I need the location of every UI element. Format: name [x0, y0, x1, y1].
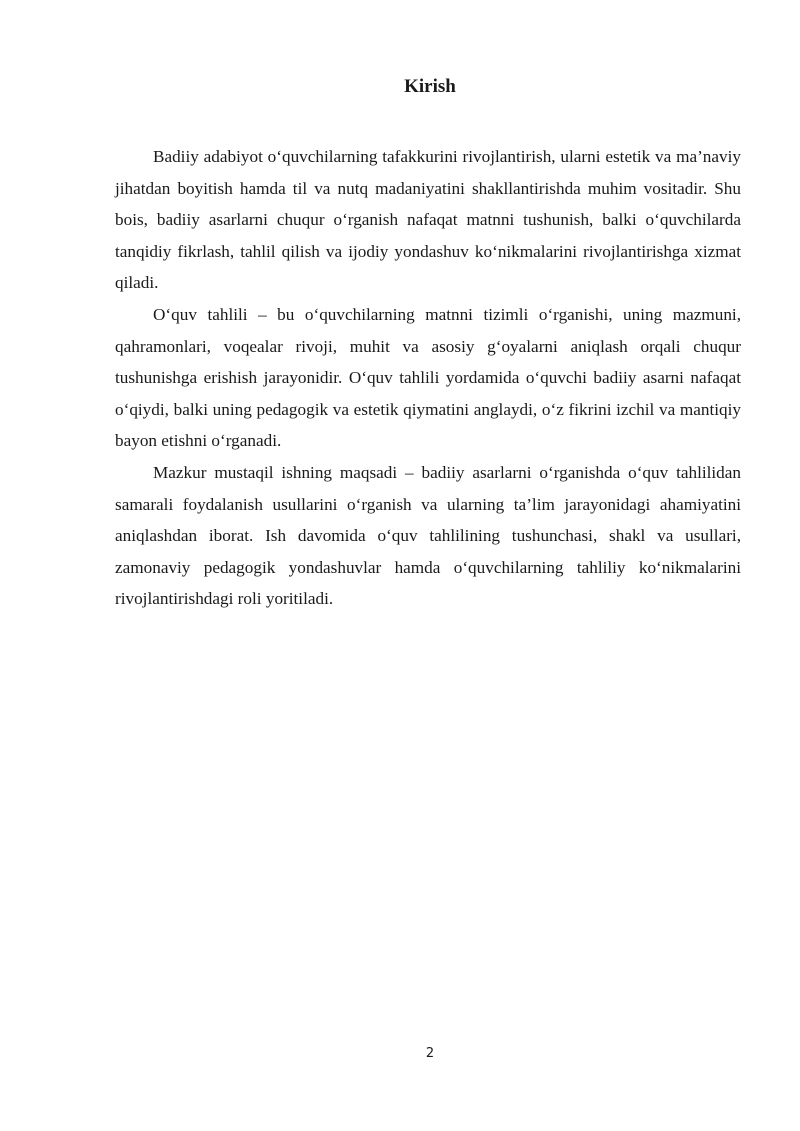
section-title: Kirish — [404, 76, 456, 97]
paragraph-3: Mazkur mustaqil ishning maqsadi – badiiy asarlarni o‘rganishda o‘quv tahlilidan samarali foydalanish usullarini o‘rganish va ularning ta’lim jarayonidagi ahamiyatini aniqlashdan iborat. Ish davomida o‘quv tahlilining tushunchasi, shakl va usullari, zamonaviy pedagogik yondashuvlar hamda o‘quvchilarning tahliliy ko‘nikmalarini rivojlantirishdagi roli yoritiladi. — [115, 462, 741, 609]
page-number: 2 — [425, 1046, 435, 1061]
paragraph-1: Badiiy adabiyot o‘quvchilarning tafakkurini rivojlantirish, ularni estetik va ma’naviy jihatdan boyitish hamda til va nutq madaniyatini shakllantirishda muhim vositadir. Shu bois, badiiy asarlarni chuqur o‘rganish nafaqat matnni tushunish, balki o‘quvchilarda tanqidiy fikrlash, tahlil qilish va ijodiy yondashuv ko‘nikmalarini rivojlantirishga xizmat qiladi. — [115, 147, 741, 293]
body-text — [115, 141, 741, 615]
paragraph-2: O‘quv tahlili – bu o‘quvchilarning matnni tizimli o‘rganishi, uning mazmuni, qahramonlari, voqealar rivoji, muhit va asosiy g‘oyalarni aniqlash orqali chuqur tushunishga erishish jarayonidir. O‘quv tahlili yordamida o‘quvchi badiiy asarni nafaqat o‘qiydi, balki uning pedagogik va estetik qiymatini anglaydi, o‘z fikrini izchil va mantiqiy bayon etishni o‘rganadi. — [115, 304, 741, 451]
